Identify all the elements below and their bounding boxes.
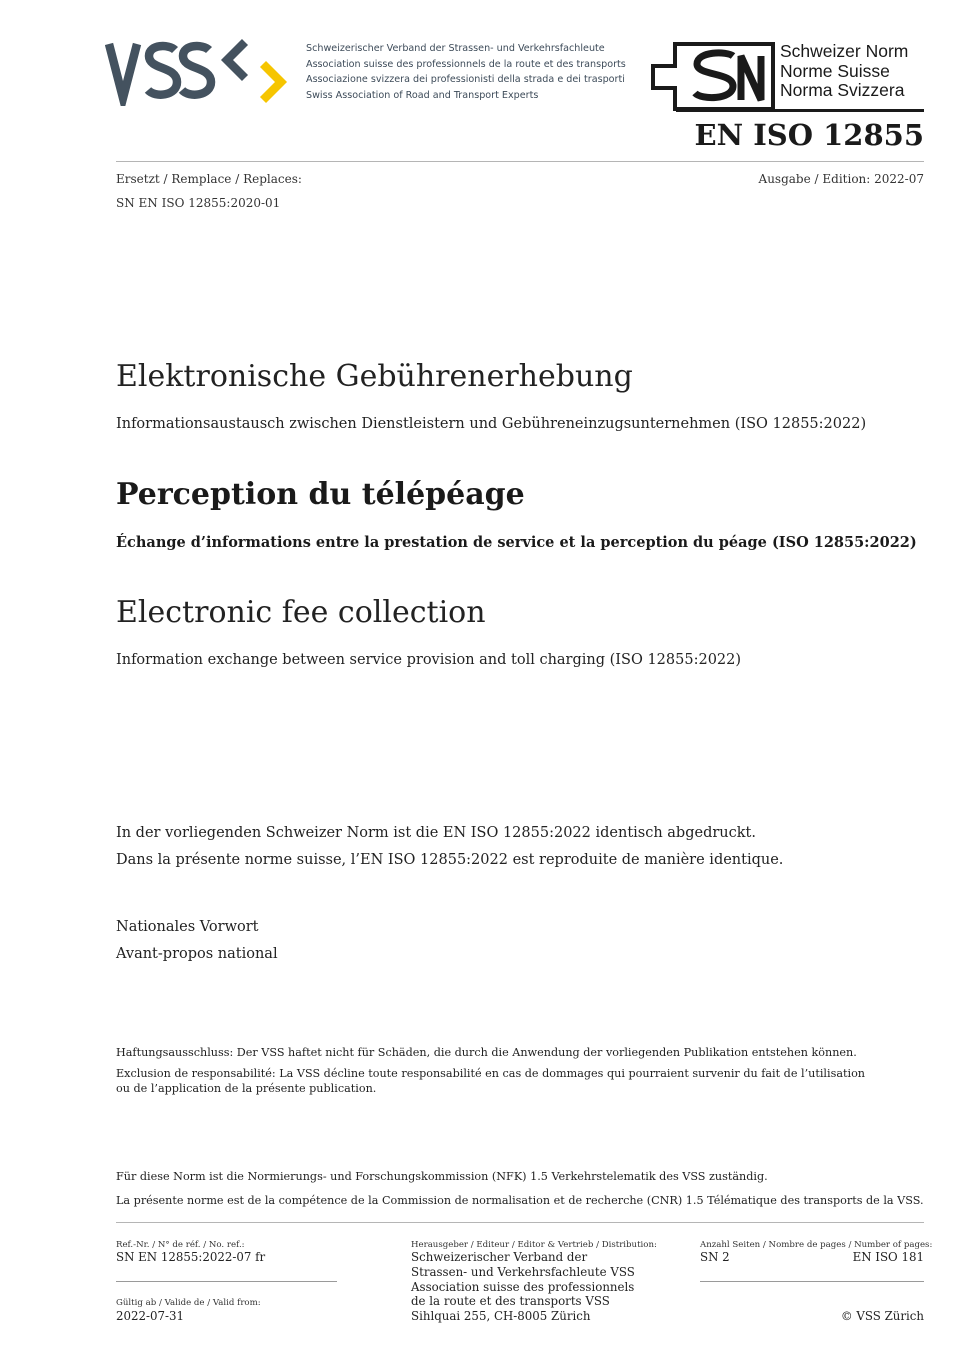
valid-from-label: Gültig ab / Valide de / Valid from: [116, 1298, 261, 1308]
publisher-line: de la route et des transports VSS [411, 1294, 610, 1309]
header-divider [116, 161, 924, 162]
sn-name-de: Schweizer Norm [780, 41, 909, 61]
subtitle-en: Information exchange between service provision and toll charging (ISO 12855:2022) [116, 652, 742, 668]
association-name-fr: Association suisse des professionnels de la route et des transports [306, 58, 626, 70]
identity-statement-fr: Dans la présente norme suisse, l’EN ISO 12855:2022 est reproduite de manière identique. [116, 852, 784, 868]
subtitle-fr: Échange d’informations entre la prestation de service et la perception du péage (ISO 12855:2022) [116, 534, 917, 551]
replaces-label: Ersetzt / Remplace / Replaces: [116, 172, 302, 186]
national-foreword-fr: Avant-propos national [116, 946, 278, 962]
standard-number: EN ISO 12855 [694, 118, 924, 152]
subtitle-de: Informationsaustausch zwischen Dienstleistern und Gebühreneinzugsunternehmen (ISO 12855:2022) [116, 416, 867, 432]
disclaimer-de: Haftungsausschluss: Der VSS haftet nicht für Schäden, die durch die Anwendung der vorliegenden Publikation entstehen können. [116, 1046, 857, 1059]
title-de: Elektronische Gebührenerhebung [116, 359, 633, 394]
publisher-line: Schweizerischer Verband der [411, 1250, 588, 1264]
ref-number-value: SN EN 12855:2022-07 fr [116, 1250, 266, 1264]
page-count-label: Anzahl Seiten / Nombre de pages / Number of pages: [700, 1240, 933, 1250]
responsibility-fr: La présente norme est de la compétence de la Commission de normalisation et de recherche (CNR) 1.5 Télématique des transports de la VSS. [116, 1194, 924, 1207]
vss-logo-icon [105, 36, 290, 106]
page-count-sn: SN 2 [700, 1250, 730, 1264]
association-names [306, 41, 626, 104]
publisher-label: Herausgeber / Editeur / Editor & Vertrieb / Distribution: [411, 1240, 657, 1250]
footer-left-divider [116, 1281, 337, 1282]
disclaimer-fr-line2: ou de l’application de la présente publication. [116, 1082, 377, 1095]
copyright: © VSS Zürich [840, 1309, 924, 1323]
disclaimer-fr [116, 1066, 865, 1096]
publisher-line: Sihlquai 255, CH-8005 Zürich [411, 1309, 591, 1324]
sn-name-it: Norma Svizzera [780, 80, 905, 101]
national-foreword-de: Nationales Vorwort [116, 919, 259, 935]
footer-divider [116, 1222, 924, 1223]
edition-date: Ausgabe / Edition: 2022-07 [758, 172, 924, 186]
footer-right-divider [700, 1281, 924, 1282]
identity-statement-de: In der vorliegenden Schweizer Norm ist die EN ISO 12855:2022 identisch abgedruckt. [116, 825, 756, 841]
association-name-en: Swiss Association of Road and Transport Experts [306, 90, 539, 102]
title-fr: Perception du télépéage [116, 477, 525, 512]
ref-number-label: Ref.-Nr. / N° de réf. / No. ref.: [116, 1240, 245, 1250]
association-name-it: Associazione svizzera dei professionisti della strada e dei trasporti [306, 74, 625, 86]
valid-from-value: 2022-07-31 [116, 1309, 185, 1323]
association-name-de: Schweizerischer Verband der Strassen- und Verkehrsfachleute [306, 43, 605, 54]
publisher-line: Association suisse des professionnels [411, 1279, 635, 1294]
publisher-address [411, 1250, 635, 1324]
publisher-line: Strassen- und Verkehrsfachleute VSS [411, 1264, 635, 1279]
sn-names [780, 42, 908, 101]
responsibility-de: Für diese Norm ist die Normierungs- und Forschungskommission (NFK) 1.5 Verkehrstelematik des VSS zuständig. [116, 1170, 768, 1183]
replaces-value: SN EN ISO 12855:2020-01 [116, 196, 281, 210]
disclaimer-fr-line1: Exclusion de responsabilité: La VSS décline toute responsabilité en cas de dommages qui pourraient survenir du fait de l’utilisation [116, 1067, 866, 1080]
sn-logo-underline [676, 109, 924, 112]
sn-logo-icon [651, 42, 776, 112]
sn-name-fr: Norme Suisse [780, 60, 890, 81]
title-en: Electronic fee collection [116, 595, 486, 630]
page-count-en: EN ISO 181 [852, 1250, 924, 1264]
